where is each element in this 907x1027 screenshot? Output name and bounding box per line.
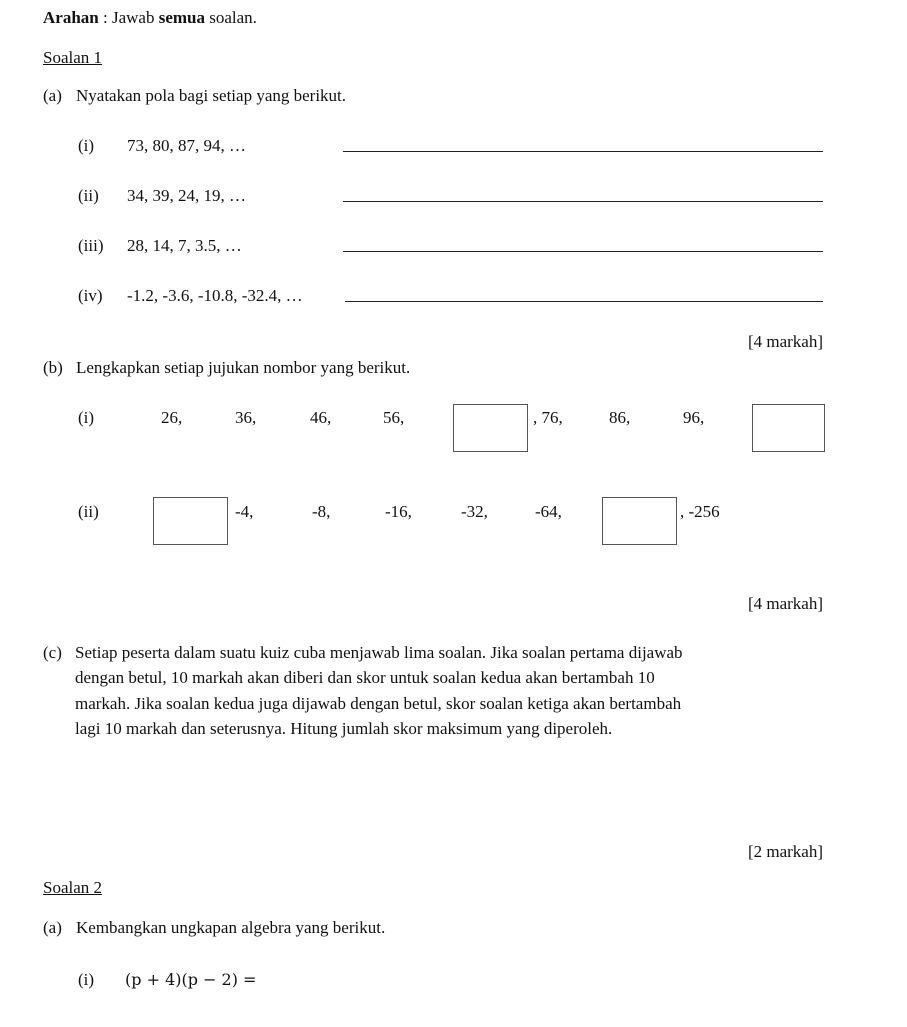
q1c-line: lagi 10 markah dan seterusnya. Hitung jumlah skor maksimum yang diperoleh. xyxy=(75,718,613,738)
answer-line-ii[interactable] xyxy=(343,201,823,202)
instructions-emphasis: semua xyxy=(158,8,205,27)
q2a-label: (a) xyxy=(43,918,62,937)
sequence-term: -8, xyxy=(312,502,331,521)
sequence-term: 36, xyxy=(235,408,257,427)
sequence-term: 56, xyxy=(383,408,405,427)
q1a-label: (a) xyxy=(43,86,62,105)
answer-line-iii[interactable] xyxy=(343,251,823,252)
sequence-term: -16, xyxy=(385,502,412,521)
q1a-iv-sequence: -1.2, -3.6, -10.8, -32.4, … xyxy=(127,286,303,305)
sequence-term: 26, xyxy=(161,408,183,427)
q1c-marks: [2 markah] xyxy=(747,842,823,861)
q2a-i-expression: (p + 4)(p − 2) = xyxy=(125,970,257,989)
q2a-text: Kembangkan ungkapan algebra yang berikut. xyxy=(76,918,386,937)
sequence-term: 46, xyxy=(310,408,332,427)
q1b-label: (b) xyxy=(43,358,63,377)
sequence-term: , 76, xyxy=(533,408,563,427)
instructions-text: : Jawab xyxy=(98,8,159,27)
sequence-term: -4, xyxy=(235,502,254,521)
q1b-marks: [4 markah] xyxy=(747,594,823,613)
q1a-iv-label: (iv) xyxy=(78,286,103,305)
q1a-i-label: (i) xyxy=(78,136,95,155)
q2a-i-label: (i) xyxy=(78,970,95,989)
q1b-text: Lengkapkan setiap jujukan nombor yang berikut. xyxy=(76,358,411,377)
q1a-iii-label: (iii) xyxy=(78,236,104,255)
answer-box[interactable] xyxy=(153,497,228,545)
q1a-ii-label: (ii) xyxy=(78,186,99,205)
answer-box[interactable] xyxy=(602,497,677,545)
answer-line-i[interactable] xyxy=(343,151,823,152)
q1c-label: (c) xyxy=(43,643,62,662)
sequence-term: -32, xyxy=(461,502,488,521)
sequence-term: 96, xyxy=(683,408,705,427)
q1a-marks: [4 markah] xyxy=(747,332,823,351)
answer-box[interactable] xyxy=(752,404,825,452)
sequence-term: 86, xyxy=(609,408,631,427)
q1a-text: Nyatakan pola bagi setiap yang berikut. xyxy=(76,86,347,105)
q1c-text xyxy=(75,640,825,741)
q1a-ii-sequence: 34, 39, 24, 19, … xyxy=(127,186,246,205)
instructions-label: Arahan xyxy=(43,8,99,27)
q1a-iii-sequence: 28, 14, 7, 3.5, … xyxy=(127,236,242,255)
q1c-line: markah. Jika soalan kedua juga dijawab dengan betul, skor soalan ketiga akan bertambah xyxy=(75,693,682,713)
instructions-text-end: soalan. xyxy=(204,8,257,27)
q1b-i-label: (i) xyxy=(78,408,95,427)
sequence-term: , -256 xyxy=(680,502,720,521)
question-1-title: Soalan 1 xyxy=(43,48,103,67)
q1a-i-sequence: 73, 80, 87, 94, … xyxy=(127,136,246,155)
instructions xyxy=(43,8,257,28)
q1c-line: dengan betul, 10 markah akan diberi dan skor untuk soalan kedua akan bertambah 10 xyxy=(75,668,655,688)
sequence-term: -64, xyxy=(535,502,562,521)
question-2-title: Soalan 2 xyxy=(43,878,103,897)
q1c-line: Setiap peserta dalam suatu kuiz cuba menjawab lima soalan. Jika soalan pertama dijawab xyxy=(75,643,683,662)
q1b-ii-label: (ii) xyxy=(78,502,99,521)
answer-box[interactable] xyxy=(453,404,528,452)
answer-line-iv[interactable] xyxy=(345,301,823,302)
